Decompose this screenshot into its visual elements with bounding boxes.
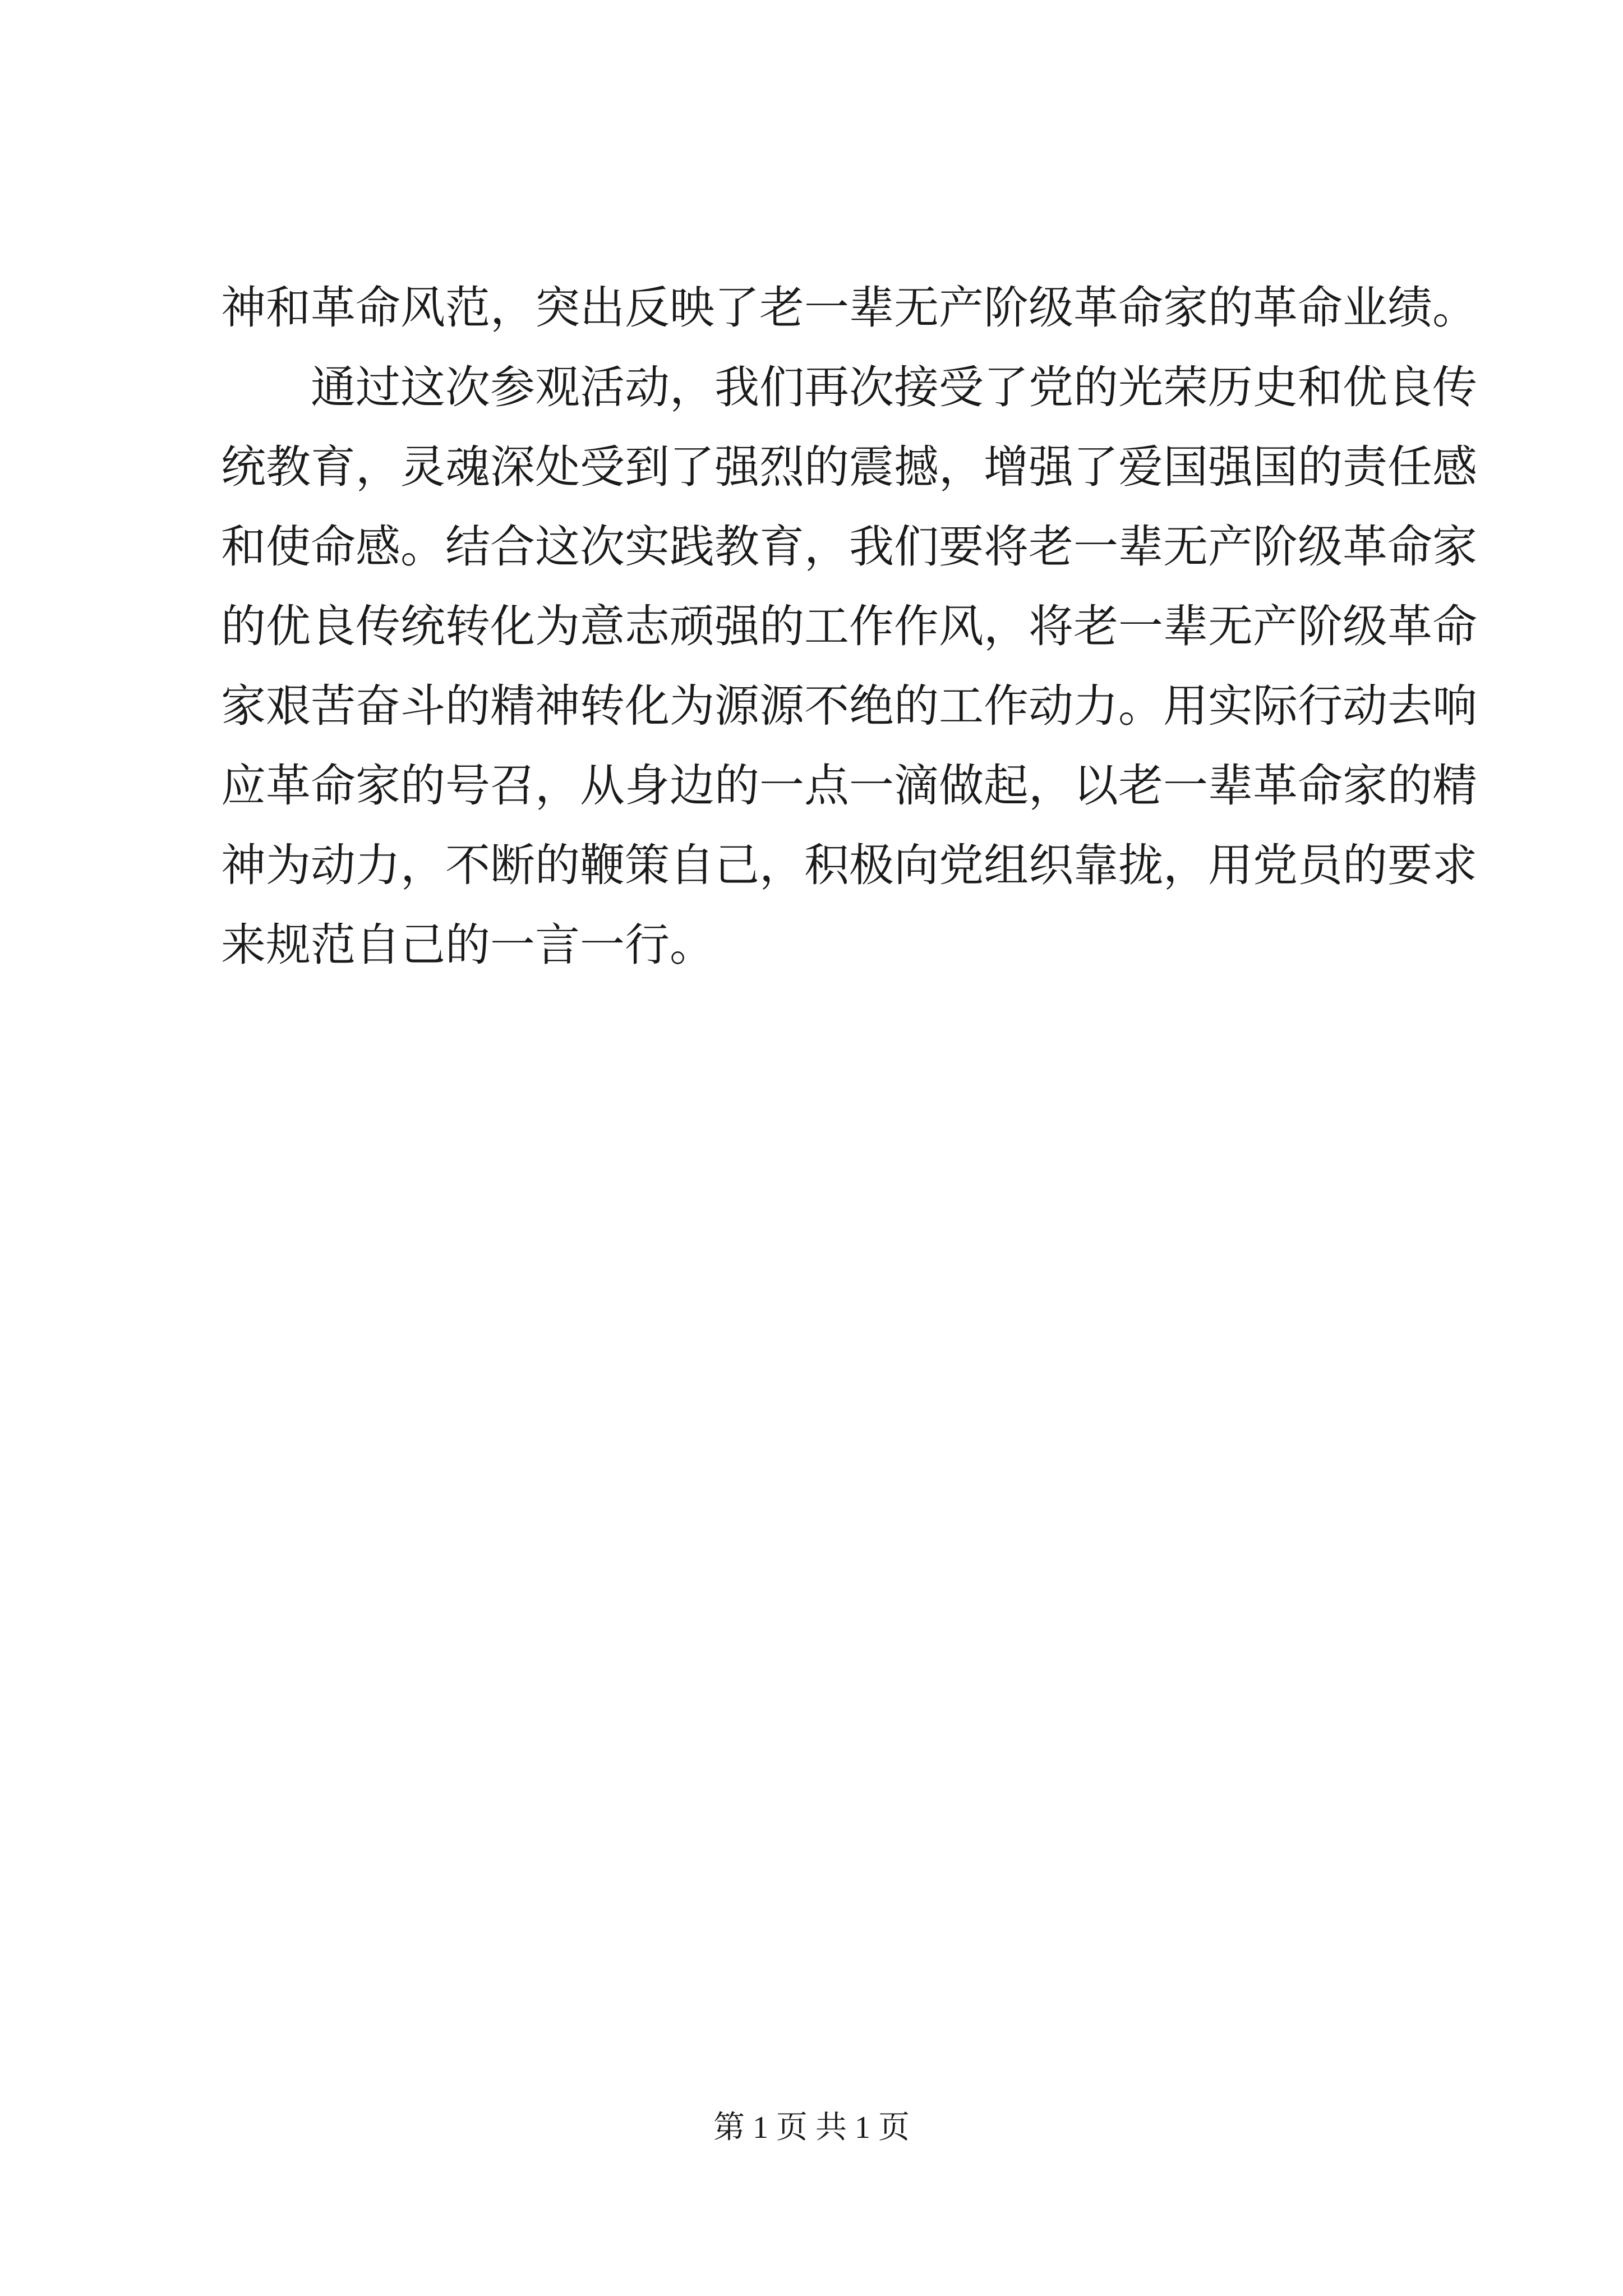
text-line: 和使命感。结合这次实践教育，我们要将老一辈无产阶级革命家: [221, 521, 1477, 573]
text-line: 统教育，灵魂深处受到了强烈的震撼，增强了爱国强国的责任感: [221, 441, 1477, 493]
document-body: [221, 268, 1477, 985]
text-line: 家艰苦奋斗的精神转化为源源不绝的工作动力。用实际行动去响: [221, 680, 1477, 732]
text-line: 的优良传统转化为意志顽强的工作作风，将老一辈无产阶级革命: [221, 600, 1477, 652]
text-line: 应革命家的号召，从身边的一点一滴做起，以老一辈革命家的精: [221, 760, 1477, 812]
paragraph-1: [221, 268, 1477, 348]
paragraph-2: [221, 348, 1477, 985]
text-line: 神和革命风范，突出反映了老一辈无产阶级革命家的革命业绩。: [221, 282, 1477, 334]
page-number-footer: 第 1 页 共 1 页: [713, 2110, 910, 2145]
text-line: 神为动力，不断的鞭策自己，积极向党组织靠拢，用党员的要求: [221, 839, 1477, 891]
text-line: 来规范自己的一言一行。: [221, 919, 714, 971]
text-line: 通过这次参观活动，我们再次接受了党的光荣历史和优良传: [311, 361, 1477, 413]
